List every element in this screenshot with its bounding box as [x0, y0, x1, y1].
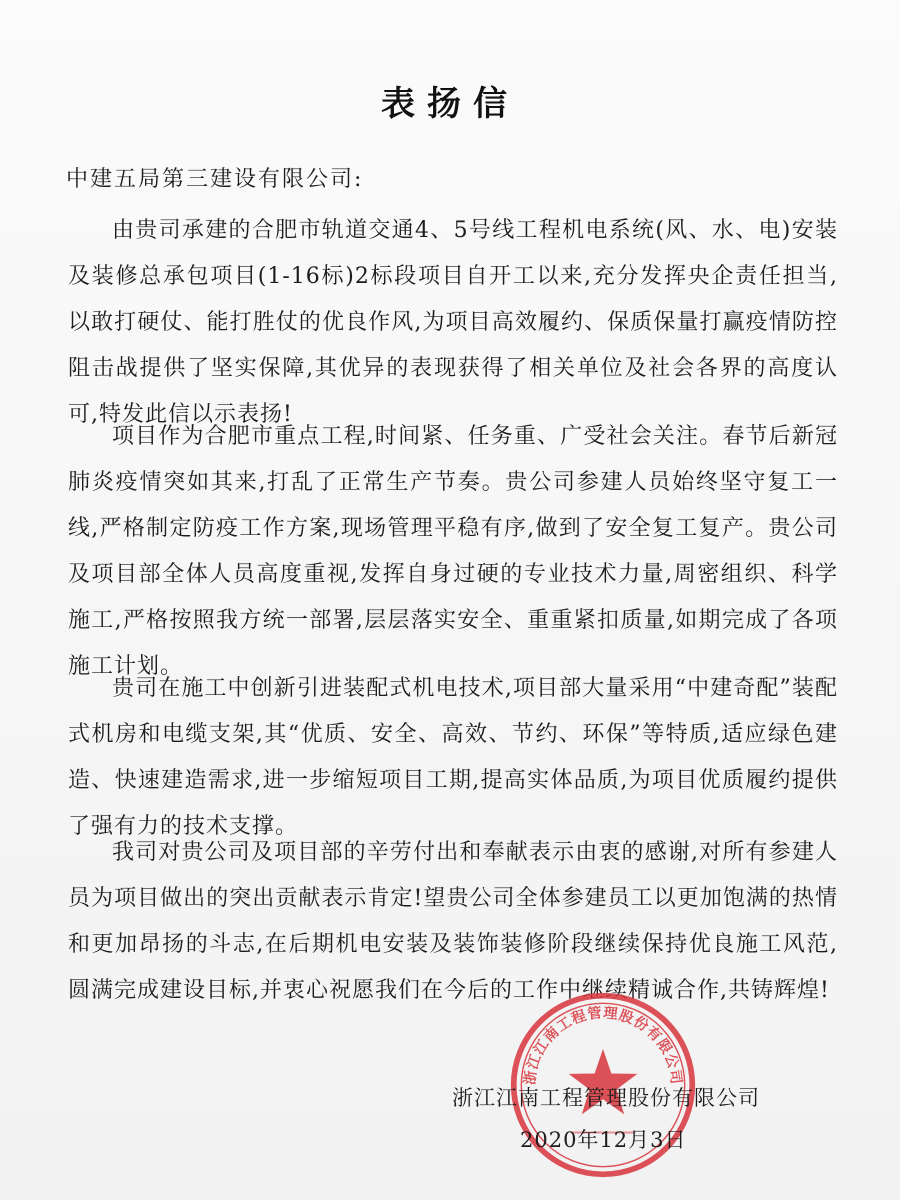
signature-company: 浙江江南工程管理股份有限公司 — [452, 1086, 760, 1110]
seal-text: 浙江江南工程管理股份有限公司 — [522, 1005, 684, 1086]
paragraph-4: 我司对贵公司及项目部的辛劳付出和奉献表示由衷的感谢,对所有参建人员为项目做出的突出贡献表示肯定!望贵公司全体参建员工以更加饱满的热情和更加昂扬的斗志,在后期机电安装及装饰装修阶段继续保持优良施工风范,圆满完成建设目标,并衷心祝愿我们在今后的工作中继续精诚合作,共铸辉煌! — [68, 840, 838, 1003]
paragraph-2: 项目作为合肥市重点工程,时间紧、任务重、广受社会关注。春节后新冠肺炎疫情突如其来,打乱了正常生产节奏。贵公司参建人员始终坚守复工一线,严格制定防疫工作方案,现场管理平稳有序,做到了安全复工复产。贵公司及项目部全体人员高度重视,发挥自身过硬的专业技术力量,周密组织、科学施工,严格按照我方统一部署,层层落实安全、重重紧扣质量,如期完成了各项施工计划。 — [68, 424, 838, 679]
paragraph-1: 由贵司承建的合肥市轨道交通4、5号线工程机电系统(风、水、电)安装及装修总承包项目(1-16标)2标段项目自开工以来,充分发挥央企责任担当,以敢打硬仗、能打胜仗的优良作风,为项目高效履约、保质保量打赢疫情防控阻击战提供了坚实保障,其优异的表现获得了相关单位及社会各界的高度认可,特发此信以示表扬! — [68, 218, 838, 427]
salutation: 中建五局第三建设有限公司: — [66, 167, 364, 192]
paragraph-3: 贵司在施工中创新引进装配式机电技术,项目部大量采用“中建奇配”装配式机房和电缆支架,其“优质、安全、高效、节约、环保”等特质,适应绿色建造、快速建造需求,进一步缩短项目工期,提高实体品质,为项目优质履约提供了强有力的技术支撑。 — [68, 676, 838, 839]
signature-date: 2020年12月3日 — [520, 1128, 687, 1152]
page-title: 表扬信 — [381, 84, 519, 124]
